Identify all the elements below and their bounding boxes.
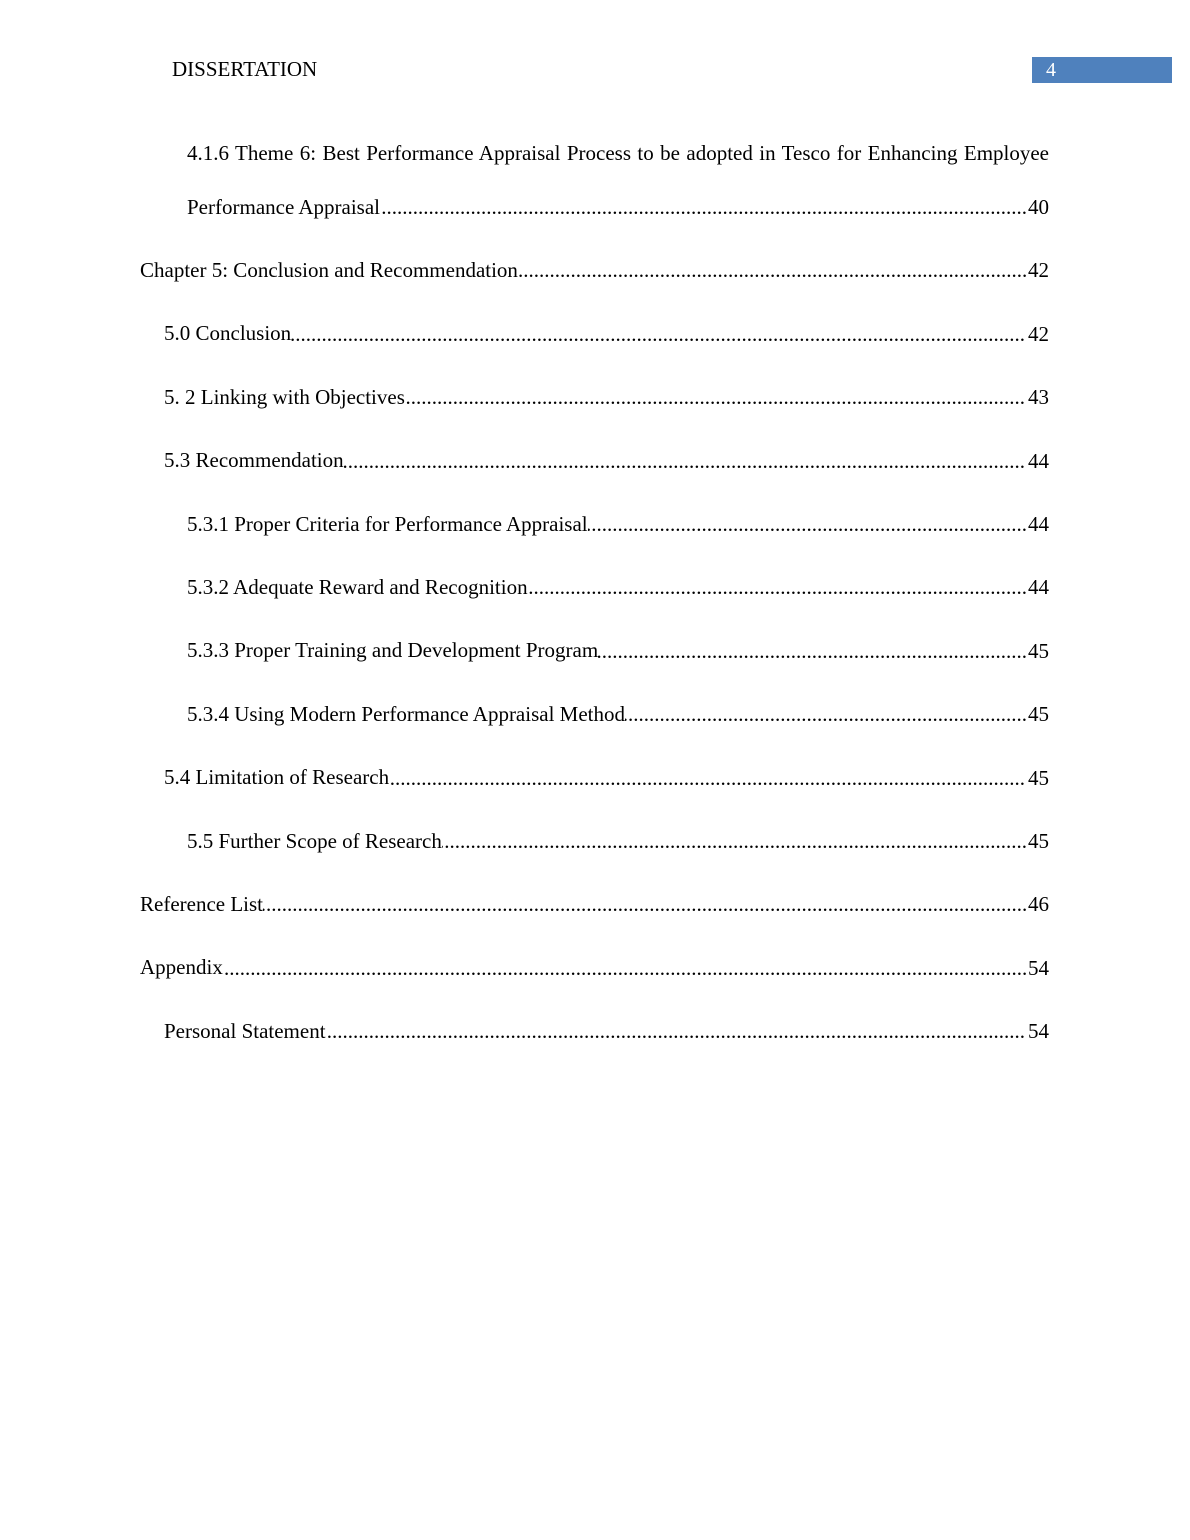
running-header-title: DISSERTATION bbox=[172, 57, 318, 81]
toc-entry-page: 45 bbox=[1026, 751, 1049, 805]
page-number-badge: 4 bbox=[1032, 57, 1172, 83]
toc-entry-page: 45 bbox=[1026, 814, 1049, 868]
toc-entry-page: 54 bbox=[1026, 1004, 1049, 1058]
toc-entry-page: 44 bbox=[1026, 434, 1049, 488]
toc-entry-title: 4.1.6 Theme 6: Best Performance Appraisal Process to be adopted in Tesco for Enhancing Employee Performance Appraisal bbox=[187, 141, 1049, 219]
toc-entry-page: 44 bbox=[1026, 560, 1049, 614]
toc-entry[interactable] bbox=[140, 877, 1049, 940]
toc-entry[interactable] bbox=[187, 623, 1049, 686]
toc-entry[interactable] bbox=[140, 243, 1049, 306]
table-of-contents bbox=[0, 126, 1190, 1067]
toc-entry-page: 42 bbox=[1026, 243, 1049, 297]
toc-entry-title: Reference List bbox=[140, 891, 264, 916]
toc-entry-title: 5.0 Conclusion bbox=[164, 321, 292, 346]
toc-entry-title: 5.4 Limitation of Research bbox=[164, 765, 390, 790]
toc-entry-title: 5.3.3 Proper Training and Development Program bbox=[187, 638, 599, 663]
toc-entry-page: 40 bbox=[1026, 180, 1049, 234]
toc-entry-title: 5. 2 Linking with Objectives bbox=[164, 384, 405, 409]
toc-entry[interactable] bbox=[187, 560, 1049, 623]
toc-entry-page: 45 bbox=[1026, 687, 1049, 741]
toc-entry-title: 5.3.1 Proper Criteria for Performance Appraisal bbox=[187, 511, 588, 536]
toc-entry-title: Personal Statement bbox=[164, 1018, 326, 1043]
toc-entry-page: 46 bbox=[1026, 877, 1049, 931]
toc-entry[interactable] bbox=[164, 306, 1049, 369]
toc-entry[interactable] bbox=[140, 940, 1049, 1003]
toc-entry-title: 5.5 Further Scope of Research bbox=[187, 828, 442, 853]
toc-entry-page: 43 bbox=[1026, 370, 1049, 424]
toc-entry[interactable] bbox=[164, 750, 1049, 813]
toc-entry-title: 5.3.2 Adequate Reward and Recognition bbox=[187, 574, 528, 599]
toc-entry[interactable] bbox=[164, 433, 1049, 496]
toc-entry-page: 54 bbox=[1026, 941, 1049, 995]
toc-entry-title: 5.3 Recommendation bbox=[164, 448, 344, 473]
toc-entry[interactable] bbox=[187, 814, 1049, 877]
toc-entry[interactable] bbox=[187, 687, 1049, 750]
toc-entry-title: Chapter 5: Conclusion and Recommendation bbox=[140, 258, 518, 282]
toc-entry-title: 5.3.4 Using Modern Performance Appraisal Method bbox=[187, 701, 625, 726]
toc-entry-title: Appendix bbox=[140, 955, 223, 980]
toc-entry[interactable] bbox=[187, 126, 1049, 243]
toc-entry[interactable] bbox=[164, 370, 1049, 433]
toc-entry[interactable] bbox=[187, 497, 1049, 560]
toc-entry[interactable] bbox=[164, 1004, 1049, 1067]
toc-entry-page: 42 bbox=[1026, 307, 1049, 361]
toc-entry-page: 45 bbox=[1026, 624, 1049, 678]
toc-entry-page: 44 bbox=[1026, 497, 1049, 551]
